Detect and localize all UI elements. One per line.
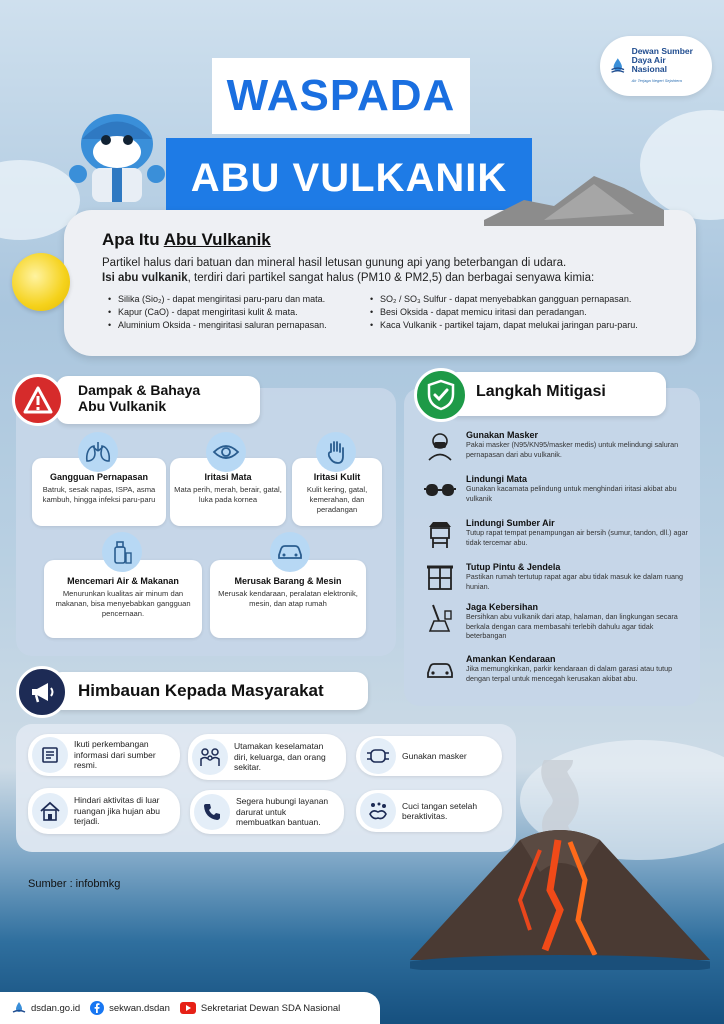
logo-tagline: Air Terjaga Negeri Sejahtera bbox=[631, 78, 682, 83]
list-item: • Aluminium Oksida - mengiritasi saluran pernapasan. bbox=[108, 319, 370, 332]
himbauan-item bbox=[28, 734, 180, 776]
footer-website[interactable] bbox=[12, 1001, 80, 1015]
himbauan-text: Segera hubungi layanan darurat untuk membuatkan bantuan. bbox=[236, 796, 329, 828]
dsdan-logo bbox=[600, 36, 712, 96]
mitigasi-desc: Pastikan rumah tertutup rapat agar abu tidak masuk ke dalam ruang hunian. bbox=[466, 572, 683, 591]
youtube-icon bbox=[180, 1002, 196, 1014]
himbauan-text: Utamakan keselamatan diri, keluarga, dan orang sekitar. bbox=[234, 741, 326, 773]
himbauan-text: Cuci tangan setelah beraktivitas. bbox=[402, 800, 478, 821]
eye-icon bbox=[206, 432, 246, 472]
mitigasi-title: Tutup Pintu & Jendela bbox=[466, 562, 561, 572]
hand-icon bbox=[316, 432, 356, 472]
mitigasi-item bbox=[422, 562, 692, 594]
broom-icon bbox=[422, 602, 458, 634]
card-desc: Merusak kendaraan, peralatan elektronik, mesin, dan atap rumah bbox=[218, 589, 358, 608]
himbauan-text: Hindari aktivitas di luar ruangan jika hujan abu terjadi. bbox=[74, 795, 161, 827]
footer-facebook-label: sekwan.dsdan bbox=[109, 1002, 170, 1014]
family-icon bbox=[192, 739, 228, 775]
water-drop-logo-icon bbox=[610, 49, 626, 83]
title-abu-vulkanik: ABU VULKANIK bbox=[166, 138, 532, 218]
source-note: Sumber : infobmkg bbox=[28, 878, 121, 890]
info-heading bbox=[102, 230, 271, 250]
mitigasi-title: Jaga Kebersihan bbox=[466, 602, 539, 612]
mitigasi-item bbox=[422, 430, 692, 462]
card-desc: Mata perih, merah, berair, gatal, luka pada kornea bbox=[174, 485, 282, 504]
card-title: Merusak Barang & Mesin bbox=[234, 576, 342, 586]
goggles-icon bbox=[422, 474, 458, 506]
himbauan-item bbox=[28, 788, 180, 834]
megaphone-icon bbox=[16, 666, 68, 718]
card-desc: Batruk, sesak napas, ISPA, asma kambuh, hingga infeksi paru-paru bbox=[42, 485, 156, 504]
phone-icon bbox=[194, 794, 230, 830]
website-logo-icon bbox=[12, 1001, 26, 1015]
info-composition-rest: , terdiri dari partikel sangat halus (PM10 & PM2,5) dan berbagai senyawa kimia: bbox=[187, 272, 595, 284]
card-title: Gangguan Pernapasan bbox=[49, 472, 149, 482]
mitigasi-desc: Pakai masker (N95/KN95/masker medis) untuk melindungi saluran pernapasan dari abu vulkanik. bbox=[466, 440, 679, 459]
water-tank-icon bbox=[422, 518, 458, 550]
list-item: • Kapur (CaO) - dapat mengiritasi kulit & mata. bbox=[108, 306, 370, 319]
himbauan-item bbox=[190, 790, 344, 834]
himbauan-item bbox=[188, 734, 346, 780]
card-title: Iritasi Mata bbox=[204, 472, 252, 482]
logo-name: Dewan Sumber Daya Air Nasional bbox=[631, 46, 693, 74]
mitigasi-item bbox=[422, 518, 692, 550]
ash-mountain-illustration bbox=[484, 170, 664, 226]
list-item: • Kaca Vulkanik - partikel tajam, dapat melukai jaringan paru-paru. bbox=[370, 319, 690, 332]
info-list-left bbox=[108, 293, 370, 332]
yellow-sphere-decoration bbox=[12, 253, 70, 311]
card-desc: Menurunkan kualitas air minum dan makanan, bisa menyebabkan gangguan pencernaan. bbox=[55, 589, 191, 618]
mitigasi-title: Amankan Kendaraan bbox=[466, 654, 556, 664]
mitigasi-item bbox=[422, 474, 692, 506]
card-desc: Kulit kering, gatal, kemerahan, dan peradangan bbox=[306, 485, 368, 514]
mitigasi-desc: Gunakan kacamata pelindung untuk menghindari iritasi akibat abu vulkanik bbox=[466, 484, 677, 503]
mitigasi-title: Lindungi Mata bbox=[466, 474, 527, 484]
footer-youtube[interactable] bbox=[180, 1002, 340, 1014]
mitigasi-title: Gunakan Masker bbox=[466, 430, 539, 440]
mask-person-icon bbox=[422, 430, 458, 462]
handwash-icon bbox=[360, 793, 396, 829]
dampak-heading: Dampak & Bahaya Abu Vulkanik bbox=[56, 376, 260, 424]
mitigasi-item bbox=[422, 602, 692, 641]
info-heading-prefix: Apa Itu bbox=[102, 230, 164, 249]
info-heading-underlined: Abu Vulkanik bbox=[163, 230, 271, 249]
car-icon bbox=[270, 532, 310, 572]
mitigasi-desc: Tutup rapat tempat penampungan air bersih (sumur, tandon, dll.) agar tidak tercemar abu. bbox=[466, 528, 688, 547]
mask-icon bbox=[360, 738, 396, 774]
himbauan-text: Ikuti perkembangan informasi dari sumber resmi. bbox=[74, 739, 156, 771]
mascot-illustration bbox=[62, 104, 172, 204]
footer-youtube-label: Sekretariat Dewan SDA Nasional bbox=[200, 1002, 341, 1014]
mitigasi-item bbox=[422, 654, 692, 686]
window-icon bbox=[422, 562, 458, 594]
info-paragraph bbox=[102, 256, 682, 286]
footer-facebook[interactable] bbox=[90, 1001, 170, 1015]
footer-bar bbox=[0, 992, 380, 1024]
warning-icon bbox=[12, 374, 64, 426]
list-item: • SO₂ / SO₃ Sulfur - dapat menyebabkan gangguan pernapasan. bbox=[370, 293, 690, 306]
mitigasi-heading: Langkah Mitigasi bbox=[446, 372, 666, 416]
water-bottle-icon bbox=[102, 532, 142, 572]
himbauan-heading: Himbauan Kepada Masyarakat bbox=[50, 672, 368, 710]
card-title: Iritasi Kulit bbox=[313, 472, 361, 482]
info-list-right bbox=[370, 293, 690, 332]
facebook-icon bbox=[90, 1001, 104, 1015]
lungs-icon bbox=[78, 432, 118, 472]
footer-website-label: dsdan.go.id bbox=[31, 1002, 81, 1014]
title-waspada: WASPADA bbox=[212, 58, 470, 134]
mitigasi-desc: Bersihkan abu vulkanik dari atap, halaman, dan lingkungan secara berkala dengan cara membasahi terlebih dahulu agar tidak beterbangan bbox=[466, 612, 678, 640]
news-icon bbox=[32, 737, 68, 773]
info-composition-bold: Isi abu vulkanik bbox=[102, 272, 188, 284]
himbauan-item bbox=[356, 790, 502, 832]
info-composition bbox=[102, 271, 682, 286]
shield-check-icon bbox=[414, 368, 468, 422]
info-definition: Partikel halus dari batuan dan mineral hasil letusan gunung api yang beterbangan di udara. bbox=[102, 257, 567, 269]
list-item: • Besi Oksida - dapat memicu iritasi dan peradangan. bbox=[370, 306, 690, 319]
mitigasi-desc: Jika memungkinkan, parkir kendaraan di dalam garasi atau tutup dengan terpal untuk mencegah kerusakan akibat abu. bbox=[466, 664, 673, 683]
card-title: Mencemari Air & Makanan bbox=[67, 576, 179, 586]
car-icon bbox=[422, 654, 458, 686]
himbauan-item bbox=[356, 736, 502, 776]
list-item: • Silika (Sio₂) - dapat mengiritasi paru-paru dan mata. bbox=[108, 293, 370, 306]
house-icon bbox=[32, 793, 68, 829]
mitigasi-title: Lindungi Sumber Air bbox=[466, 518, 555, 528]
himbauan-text: Gunakan masker bbox=[402, 750, 467, 761]
